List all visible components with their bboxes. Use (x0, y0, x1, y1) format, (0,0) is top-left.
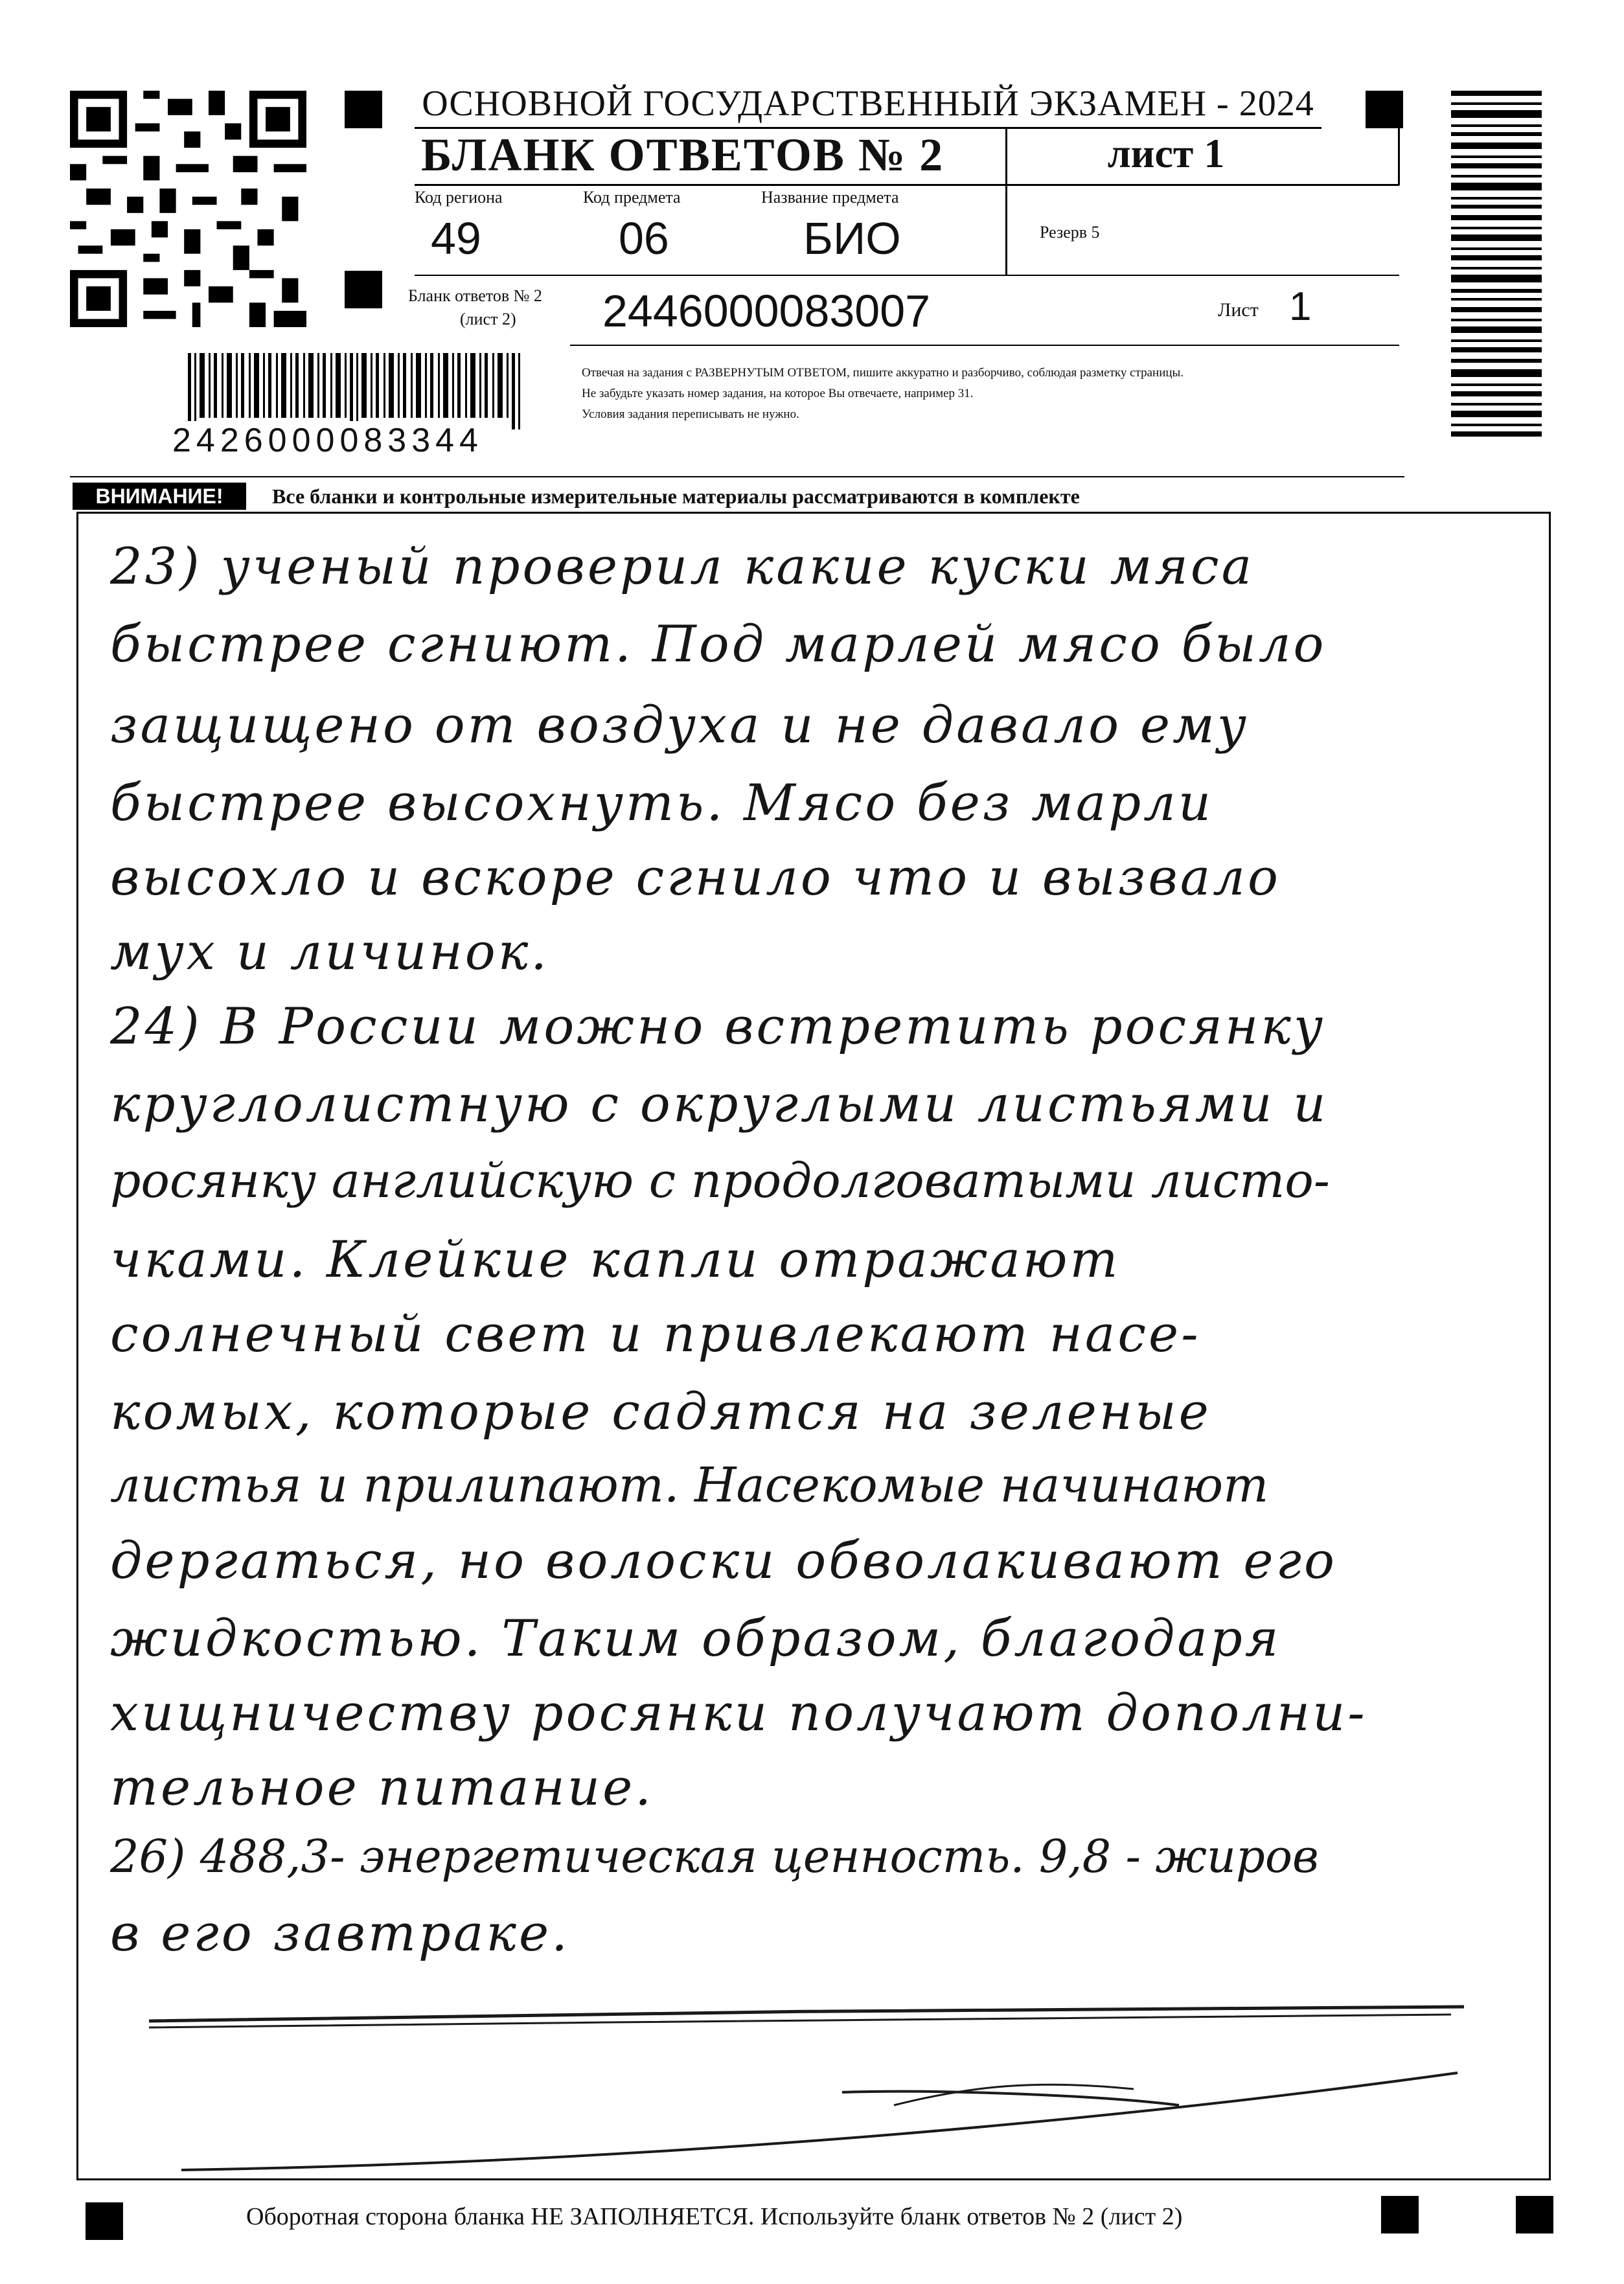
answer-line: защищено от воздуха и не давало ему (110, 696, 1250, 755)
answer-line: 23) ученый проверил какие куски мяса (110, 538, 1255, 596)
subject-name-value: БИО (803, 213, 901, 264)
instructions (582, 363, 1398, 425)
warning-badge: ВНИМАНИЕ! (73, 483, 246, 510)
form-title: БЛАНК ОТВЕТОВ № 2 (421, 129, 944, 181)
anchor-square-bottom-left (86, 2202, 123, 2240)
anchor-square-bottom-right (1516, 2196, 1553, 2233)
subject-name-label: Название предмета (761, 188, 899, 207)
anchor-square-top-right (1366, 91, 1403, 128)
form-barcode (188, 353, 531, 429)
header-row-line (415, 184, 1399, 186)
qr-code (70, 91, 306, 327)
sheet-label: лист 1 (1107, 130, 1225, 176)
codes-row-bottom (415, 275, 1399, 276)
answer-line: чками. Клейкие капли отражают (110, 1231, 1121, 1289)
answer-line: комых, которые садятся на зеленые (110, 1383, 1211, 1441)
anchor-square-mid-left (345, 271, 382, 308)
answer-line: высохло и вскоре сгнило что и вызвало (110, 849, 1281, 907)
answer-line: жидкостью. Таким образом, благодаря (110, 1610, 1281, 1668)
footer-text: Оборотная сторона бланка НЕ ЗАПОЛНЯЕТСЯ. Используйте бланк ответов № 2 (лист 2) (246, 2203, 1183, 2230)
warning-text: Все бланки и контрольные измерительные материалы рассматриваются в комплекте (272, 485, 1080, 508)
subject-code-value: 06 (619, 213, 669, 264)
answer-line: мух и личинок. (110, 923, 550, 981)
reserve-label: Резерв 5 (1040, 223, 1100, 242)
form-number: 2446000083007 (602, 286, 931, 336)
region-code-label: Код региона (415, 188, 503, 207)
anchor-square-top-left (345, 91, 382, 128)
answer-line: в его завтраке. (110, 1904, 570, 1963)
sheet-divider (1005, 127, 1007, 276)
answer-line: тельное питание. (110, 1759, 654, 1817)
form-ref-underline (570, 345, 1399, 346)
answer-line: листья и прилипают. Насекомые начинают (110, 1457, 1269, 1513)
form-ref-line1: Бланк ответов № 2 (408, 286, 542, 305)
form-ref-line2: (лист 2) (460, 310, 516, 328)
answer-line: быстрее высохнуть. Мясо без марли (110, 774, 1214, 832)
anchor-square-bottom-mid (1381, 2196, 1419, 2233)
subject-code-label: Код предмета (583, 188, 681, 207)
answer-line: быстрее сгниют. Под марлей мясо было (110, 615, 1327, 674)
answer-line: росянку английскую с продолговатыми листо- (110, 1153, 1330, 1209)
instruction-line-1: Отвечая на задания с РАЗВЕРНУТЫМ ОТВЕТОМ, пишите аккуратно и разборчиво, соблюдая разметку страницы. (582, 366, 1184, 380)
closing-strike-lines (130, 1976, 1490, 2183)
answer-line: солнечный свет и привлекают насе- (110, 1305, 1201, 1364)
answer-line: 24) В России можно встретить росянку (110, 998, 1326, 1056)
answer-line: дергаться, но волоски обволакивают его (110, 1532, 1337, 1590)
region-code-value: 49 (431, 213, 481, 264)
side-barcode (1451, 91, 1542, 444)
exam-title: ОСНОВНОЙ ГОСУДАРСТВЕННЫЙ ЭКЗАМЕН - 2024 (422, 84, 1314, 124)
instruction-line-2: Не забудьте указать номер задания, на которое Вы отвечаете, например 31. (582, 387, 974, 400)
header-right-edge (1398, 127, 1400, 185)
answer-line: 26) 488,3- энергетическая ценность. 9,8 - жиров (110, 1830, 1319, 1883)
answer-line: круглолистную с округлыми листьями и (110, 1075, 1329, 1134)
barcode-number: 2426000083344 (170, 421, 486, 460)
answer-line: хищничеству росянки получают дополни- (110, 1684, 1367, 1742)
header-bottom-rule (70, 476, 1404, 477)
sheet-num-label: Лист (1218, 299, 1259, 321)
instruction-line-3: Условия задания переписывать не нужно. (582, 407, 799, 421)
sheet-num: 1 (1289, 284, 1312, 329)
